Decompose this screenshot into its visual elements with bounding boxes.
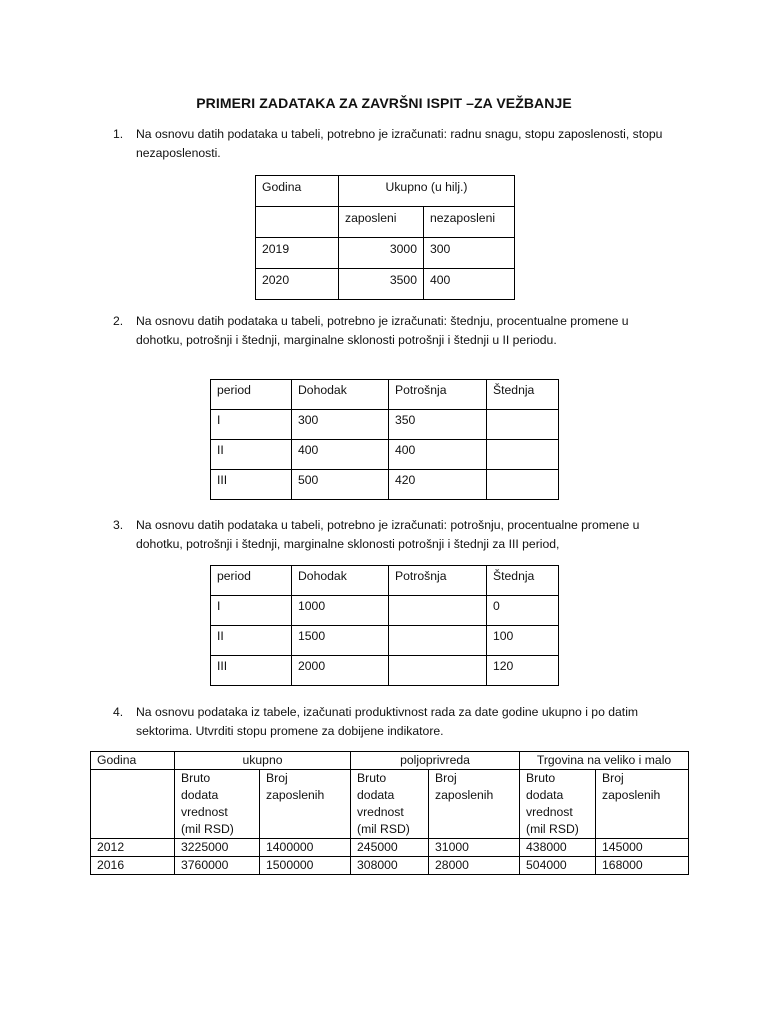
header-line: (mil RSD): [357, 822, 410, 836]
header-cell: [520, 770, 596, 839]
table-cell: III: [211, 470, 292, 500]
header-line: Bruto: [181, 771, 211, 785]
task-1: [113, 125, 673, 163]
header-cell: [351, 770, 429, 839]
table-cell: 3500: [339, 269, 424, 300]
table-cell: 3000: [339, 238, 424, 269]
table-cell: 28000: [429, 857, 520, 875]
header-line: vrednost: [357, 805, 404, 819]
header-cell: period: [211, 566, 292, 596]
task-text: Na osnovu datih podataka u tabeli, potrebno je izračunati: radnu snagu, stopu zaposlenosti, stopu nezaposlenosti.: [136, 127, 663, 160]
header-cell: Trgovina na veliko i malo: [520, 752, 689, 770]
table-cell: [389, 626, 487, 656]
header-cell: Godina: [256, 176, 339, 207]
header-cell: Dohodak: [292, 380, 389, 410]
header-cell: period: [211, 380, 292, 410]
table-cell: [487, 470, 559, 500]
table-cell: 2019: [256, 238, 339, 269]
table-cell: 504000: [520, 857, 596, 875]
task-text: Na osnovu datih podataka u tabeli, potrebno je izračunati: štednju, procentualne promene u dohotku, potrošnji i štednji, marginalne sklonosti potrošnji i štednji u II periodu.: [136, 314, 629, 347]
table-cell: [487, 440, 559, 470]
task-2: [113, 312, 673, 350]
page-title: PRIMERI ZADATAKA ZA ZAVRŠNI ISPIT –ZA VEŽBANJE: [196, 95, 572, 111]
table-row: [256, 207, 515, 238]
table-row: [211, 380, 559, 410]
table-cell: 3760000: [175, 857, 260, 875]
header-cell: zaposleni: [339, 207, 424, 238]
header-line: dodata: [181, 788, 219, 802]
header-cell: ukupno: [175, 752, 351, 770]
header-line: zaposlenih: [602, 788, 661, 802]
header-line: Broj: [266, 771, 288, 785]
task-number: 2.: [113, 314, 124, 328]
table-cell: 400: [424, 269, 515, 300]
table-cell: [256, 207, 339, 238]
table-cell: 500: [292, 470, 389, 500]
header-cell: Ukupno (u hilj.): [339, 176, 515, 207]
header-line: (mil RSD): [181, 822, 234, 836]
table-row: [211, 440, 559, 470]
task-text: Na osnovu datih podataka u tabeli, potrebno je izračunati: potrošnju, procentualne promene u dohotku, potrošnji i štednji, marginalne sklonosti potrošnji i štednji za III period,: [136, 518, 640, 551]
header-cell: [260, 770, 351, 839]
table-cell: III: [211, 656, 292, 686]
table-cell: I: [211, 596, 292, 626]
header-line: dodata: [526, 788, 564, 802]
table-cell: 400: [292, 440, 389, 470]
table-cell: I: [211, 410, 292, 440]
table-row: [211, 410, 559, 440]
table-cell: 245000: [351, 839, 429, 857]
table-cell: 145000: [596, 839, 689, 857]
table-cell: II: [211, 626, 292, 656]
table-row: [211, 566, 559, 596]
table-cell: 308000: [351, 857, 429, 875]
table-row: [211, 656, 559, 686]
table-row: [256, 238, 515, 269]
task-number: 4.: [113, 705, 124, 719]
table-cell: [389, 596, 487, 626]
header-cell: Potrošnja: [389, 566, 487, 596]
header-line: dodata: [357, 788, 395, 802]
table-row: [91, 752, 689, 770]
table-row: [91, 770, 689, 839]
table-cell: 300: [424, 238, 515, 269]
table-row: [211, 596, 559, 626]
table-row: [256, 269, 515, 300]
task-4: [113, 703, 673, 741]
header-line: Bruto: [526, 771, 556, 785]
table-cell: 0: [487, 596, 559, 626]
header-cell: Potrošnja: [389, 380, 487, 410]
table-cell: 31000: [429, 839, 520, 857]
header-line: zaposlenih: [266, 788, 325, 802]
table-row: [211, 470, 559, 500]
header-line: zaposlenih: [435, 788, 494, 802]
table-cell: 1500000: [260, 857, 351, 875]
table-row: [256, 176, 515, 207]
header-cell: Godina: [91, 752, 175, 770]
table-cell: 2020: [256, 269, 339, 300]
table-cell: 120: [487, 656, 559, 686]
table-cell: 1400000: [260, 839, 351, 857]
header-cell: Štednja: [487, 380, 559, 410]
table-row: [91, 857, 689, 875]
table-cell: [487, 410, 559, 440]
table-cell: II: [211, 440, 292, 470]
table-consumption: [210, 565, 559, 686]
table-cell: 2012: [91, 839, 175, 857]
header-line: vrednost: [526, 805, 573, 819]
header-cell: Štednja: [487, 566, 559, 596]
header-cell: [429, 770, 520, 839]
table-cell: 1500: [292, 626, 389, 656]
header-line: vrednost: [181, 805, 228, 819]
header-cell: [596, 770, 689, 839]
table-cell: 3225000: [175, 839, 260, 857]
task-number: 1.: [113, 127, 124, 141]
table-cell: [389, 656, 487, 686]
table-cell: 438000: [520, 839, 596, 857]
table-cell: 2000: [292, 656, 389, 686]
table-cell: 1000: [292, 596, 389, 626]
task-text: Na osnovu podataka iz tabele, izačunati produktivnost rada za date godine ukupno i po datim sektorima. Utvrditi stopu promene za dobijene indikatore.: [136, 705, 639, 738]
table-cell: 168000: [596, 857, 689, 875]
header-cell: [175, 770, 260, 839]
table-employment: [255, 175, 515, 300]
task-number: 3.: [113, 518, 124, 532]
table-row: [211, 626, 559, 656]
table-cell: 400: [389, 440, 487, 470]
table-income: [210, 379, 559, 500]
header-line: Broj: [602, 771, 624, 785]
table-row: [91, 839, 689, 857]
header-cell: nezaposleni: [424, 207, 515, 238]
table-cell: 2016: [91, 857, 175, 875]
table-cell: 350: [389, 410, 487, 440]
header-cell: Dohodak: [292, 566, 389, 596]
header-line: Bruto: [357, 771, 387, 785]
header-cell: poljoprivreda: [351, 752, 520, 770]
table-cell: 300: [292, 410, 389, 440]
table-productivity: [90, 751, 689, 875]
header-line: Broj: [435, 771, 457, 785]
table-cell: 100: [487, 626, 559, 656]
header-line: (mil RSD): [526, 822, 579, 836]
table-cell: 420: [389, 470, 487, 500]
task-3: [113, 516, 673, 554]
table-cell: [91, 770, 175, 839]
